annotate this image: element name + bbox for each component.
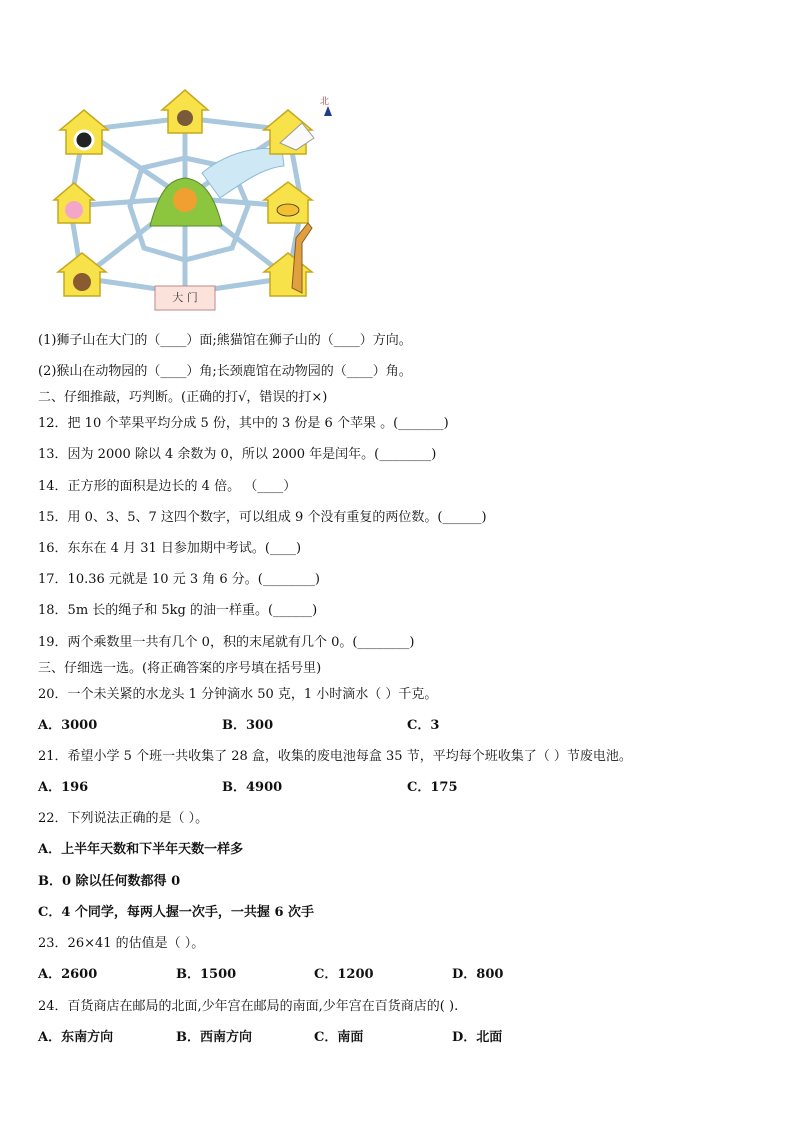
north-label: 北 (320, 97, 330, 107)
section-2-heading: 二、仔细推敲，巧判断。(正确的打√，错误的打×) (38, 390, 328, 405)
question-13: 13．因为 2000 除以 4 余数为 0，所以 2000 年是闰年。(________) (38, 447, 437, 462)
q24-option-b: B．西南方向 (176, 1030, 252, 1045)
question-20: 20．一个未关紧的水龙头 1 分钟滴水 50 克，1 小时滴水（ ）千克。 (38, 687, 438, 702)
question-14: 14．正方形的面积是边长的 4 倍。 （____） (38, 479, 297, 494)
north-arrow-icon (324, 106, 332, 116)
question-12: 12．把 10 个苹果平均分成 5 份，其中的 3 份是 6 个苹果 。(_______) (38, 416, 449, 431)
gate-label: 大 门 (172, 291, 198, 304)
q21-option-a: A．196 (38, 780, 89, 795)
q20-option-b: B．300 (222, 718, 274, 733)
q20-option-a: A．3000 (38, 718, 98, 733)
question-18: 18．5m 长的绳子和 5kg 的油一样重。(______) (38, 603, 318, 618)
question-19: 19．两个乘数里一共有几个 0，积的末尾就有几个 0。(________) (38, 635, 415, 650)
question-1: (1)狮子山在大门的（____）面;熊猫馆在狮子山的（____）方向。 (38, 333, 412, 348)
q22-option-a: A．上半年天数和下半年天数一样多 (38, 842, 244, 857)
zoo-map-svg (52, 88, 342, 316)
q23-option-c: C．1200 (314, 967, 374, 982)
q23-option-d: D．800 (452, 967, 504, 982)
question-22: 22．下列说法正确的是（ ）。 (38, 811, 209, 826)
q22-option-c: C．4 个同学，每两人握一次手，一共握 6 次手 (38, 905, 315, 920)
monkey-icon (73, 273, 91, 291)
q21-option-c: C．175 (407, 780, 458, 795)
question-17: 17．10.36 元就是 10 元 3 角 6 分。(________) (38, 572, 320, 587)
q24-option-a: A．东南方向 (38, 1030, 114, 1045)
lion-icon (173, 188, 197, 212)
question-23: 23．26×41 的估值是（ ）。 (38, 936, 205, 951)
q22-option-b: B．0 除以任何数都得 0 (38, 874, 181, 889)
fish-icon (277, 204, 299, 216)
q23-option-a: A．2600 (38, 967, 98, 982)
zoo-map-figure (52, 88, 342, 316)
section-3-heading: 三、仔细选一选。(将正确答案的序号填在括号里) (38, 661, 322, 676)
question-24: 24．百货商店在邮局的北面,少年宫在邮局的南面,少年宫在百货商店的( ). (38, 999, 459, 1014)
gorilla-icon (177, 110, 193, 126)
elephant-icon (65, 201, 83, 219)
panda-icon (75, 131, 93, 149)
question-21: 21．希望小学 5 个班一共收集了 28 盒，收集的废电池每盒 35 节，平均每个班收集了（ ）节废电池。 (38, 749, 632, 764)
q24-option-d: D．北面 (452, 1030, 503, 1045)
q24-option-c: C．南面 (314, 1030, 364, 1045)
q20-option-c: C．3 (407, 718, 440, 733)
question-15: 15．用 0、3、5、7 这四个数字，可以组成 9 个没有重复的两位数。(______) (38, 510, 487, 525)
q23-option-b: B．1500 (176, 967, 237, 982)
question-16: 16．东东在 4 月 31 日参加期中考试。(____) (38, 541, 302, 556)
q21-option-b: B．4900 (222, 780, 283, 795)
question-2: (2)猴山在动物园的（____）角;长颈鹿馆在动物园的（____）角。 (38, 364, 412, 379)
